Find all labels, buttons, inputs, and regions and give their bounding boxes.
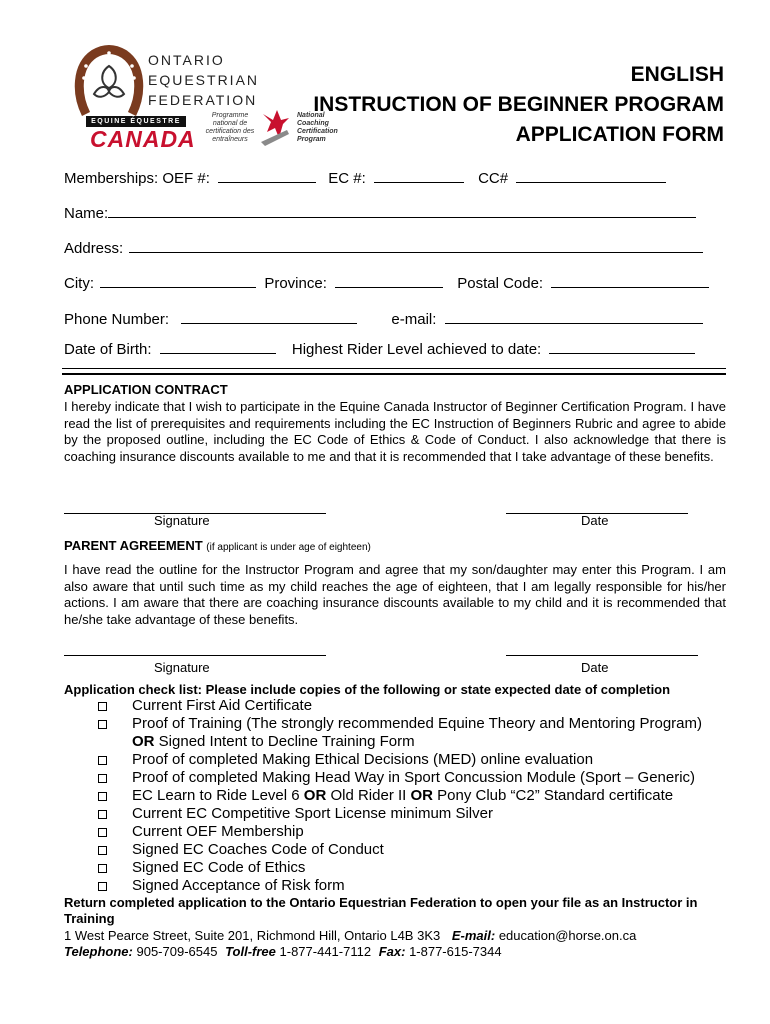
checklist xyxy=(98,697,702,895)
contract-body: I hereby indicate that I wish to participate in the Equine Canada Instructor of Beginner Certification Program. I have read the list of prerequisites and requirements including the EC Instruction of Beginners Rubric and agree to abide by the proposed outline, including the EC Code of Ethics & Code of Conduct. I also acknowledge that there is coaching insurance discounts available to me and that it is recommended that I take advantage of these benefits. xyxy=(64,399,726,464)
contact-email[interactable]: education@horse.on.ca xyxy=(498,928,637,943)
oef-number-field[interactable] xyxy=(218,168,316,183)
city-field[interactable] xyxy=(100,273,256,288)
checkbox[interactable] xyxy=(98,846,107,855)
dob-label: Date of Birth: xyxy=(64,341,152,358)
email-label-bold: E-mail: xyxy=(451,928,496,943)
city-label: City: xyxy=(64,275,94,292)
nccp-line: Programme xyxy=(211,112,249,119)
city-row xyxy=(64,273,709,292)
contact-phone-row xyxy=(64,944,730,959)
checklist-item xyxy=(98,787,702,805)
contact-address-row xyxy=(64,928,730,943)
fax-label: Fax: xyxy=(378,944,406,959)
checkbox[interactable] xyxy=(98,864,107,873)
parent-heading-row xyxy=(64,538,371,553)
checkbox[interactable] xyxy=(98,702,107,711)
checklist-item-text: Pony Club “C2” Standard certificate xyxy=(437,787,674,804)
address-field[interactable] xyxy=(129,238,703,253)
nccp-line: entraîneurs xyxy=(212,136,248,143)
or-word: OR xyxy=(303,787,327,804)
rider-level-field[interactable] xyxy=(549,339,695,354)
postal-code-field[interactable] xyxy=(551,273,709,288)
rider-level-label: Highest Rider Level achieved to date: xyxy=(291,341,542,358)
return-instructions: Return completed application to the Ontario Equestrian Federation to open your file as an Instructor in Training xyxy=(64,895,698,926)
office-address: 1 West Pearce Street, Suite 201, Richmond Hill, Ontario L4B 3K3 xyxy=(64,928,441,943)
ec-number-field[interactable] xyxy=(374,168,464,183)
checklist-item-text: Proof of completed Making Head Way in Sport Concussion Module (Sport – Generic) xyxy=(132,769,696,786)
nccp-line: Coaching xyxy=(297,120,329,127)
parent-signature-line[interactable] xyxy=(64,655,326,656)
title-line-3: APPLICATION FORM xyxy=(515,123,724,146)
checkbox[interactable] xyxy=(98,720,107,729)
phone-field[interactable] xyxy=(181,309,357,324)
checklist-item-text: Current OEF Membership xyxy=(132,823,304,840)
name-label: Name: xyxy=(64,205,109,222)
checkbox[interactable] xyxy=(98,756,107,765)
checklist-item-text: Proof of Training (The strongly recommended Equine Theory and Mentoring Program) xyxy=(132,715,703,732)
tollfree-label: Toll-free xyxy=(225,944,276,959)
name-field[interactable] xyxy=(108,203,696,218)
checklist-item xyxy=(98,841,702,859)
checklist-item-text: Signed EC Coaches Code of Conduct xyxy=(132,841,384,858)
cc-label: CC# xyxy=(478,170,509,187)
or-word: OR xyxy=(132,733,155,750)
telephone-label: Telephone: xyxy=(64,944,133,959)
parent-note: (if applicant is under age of eighteen) xyxy=(206,542,371,553)
checkbox[interactable] xyxy=(98,828,107,837)
checklist-item xyxy=(98,697,702,715)
contract-date-label: Date xyxy=(581,513,609,528)
or-word: OR xyxy=(410,787,433,804)
province-field[interactable] xyxy=(335,273,443,288)
title-line-1: ENGLISH xyxy=(630,63,724,86)
parent-date-label: Date xyxy=(581,660,609,675)
checklist-item xyxy=(98,859,702,877)
cc-number-field[interactable] xyxy=(516,168,666,183)
checklist-item-text: Signed Intent to Decline Training Form xyxy=(158,733,415,750)
oef-horseshoe-logo-icon xyxy=(74,44,144,118)
section-divider xyxy=(62,368,726,375)
nccp-french-text xyxy=(199,112,261,144)
checklist-item xyxy=(98,769,702,787)
checklist-item xyxy=(98,823,702,841)
equine-canada-band: EQUINE ÉQUESTRE xyxy=(86,116,186,127)
checkbox[interactable] xyxy=(98,792,107,801)
nccp-line: Program xyxy=(297,136,326,143)
oef-label: Memberships: OEF #: xyxy=(64,170,210,187)
nccp-line: certification des xyxy=(205,128,255,135)
checklist-item-continuation xyxy=(98,733,702,751)
checklist-item xyxy=(98,715,702,733)
checkbox[interactable] xyxy=(98,810,107,819)
org-line: FEDERATION xyxy=(148,92,258,108)
org-line: ONTARIO xyxy=(148,52,225,68)
email-field[interactable] xyxy=(445,309,703,324)
checklist-item xyxy=(98,805,702,823)
email-label: e-mail: xyxy=(391,311,437,328)
title-line-2: INSTRUCTION OF BEGINNER PROGRAM xyxy=(313,93,724,116)
checklist-item-text: EC Learn to Ride Level 6 xyxy=(132,787,300,804)
postal-code-label: Postal Code: xyxy=(457,275,544,292)
contract-heading: APPLICATION CONTRACT xyxy=(64,382,228,397)
address-row xyxy=(64,238,703,257)
province-label: Province: xyxy=(264,275,327,292)
contract-signature-label: Signature xyxy=(154,513,210,528)
parent-body: I have read the outline for the Instructor Program and agree that my son/daughter may enter this Program. I am also aware that until such time as my child reaches the age of eighteen, that I am legally responsible for his/her actions. I am aware that there are coaching insurance discounts available to my child and it is recommended that he/she take advantage of these benefits. xyxy=(64,562,726,627)
nccp-maple-leaf-icon xyxy=(257,108,293,148)
tollfree-number: 1-877-441-7112 xyxy=(279,944,372,959)
checklist-item-text: Signed Acceptance of Risk form xyxy=(132,877,345,894)
checkbox[interactable] xyxy=(98,882,107,891)
nccp-line: National xyxy=(297,112,325,119)
nccp-line: Certification xyxy=(297,128,338,135)
nccp-line: national de xyxy=(212,120,248,127)
parent-signature-label: Signature xyxy=(154,660,210,675)
parent-heading: PARENT AGREEMENT xyxy=(64,538,203,553)
oef-org-name xyxy=(148,50,259,110)
telephone-number: 905-709-6545 xyxy=(136,944,218,959)
dob-row xyxy=(64,339,695,358)
checklist-item-text: Signed EC Code of Ethics xyxy=(132,859,306,876)
checklist-item-text: Current EC Competitive Sport License minimum Silver xyxy=(132,805,493,822)
phone-row xyxy=(64,309,703,328)
checklist-item xyxy=(98,877,702,895)
org-line: EQUESTRIAN xyxy=(148,72,260,88)
fax-number: 1-877-615-7344 xyxy=(409,944,502,959)
checkbox[interactable] xyxy=(98,774,107,783)
checklist-item xyxy=(98,751,702,769)
canada-wordmark: CANADA xyxy=(90,126,196,152)
memberships-row xyxy=(64,168,666,187)
address-label: Address: xyxy=(64,240,124,257)
parent-date-line[interactable] xyxy=(506,655,698,656)
dob-field[interactable] xyxy=(160,339,276,354)
name-row xyxy=(64,203,696,222)
checklist-item-text: Proof of completed Making Ethical Decisions (MED) online evaluation xyxy=(132,751,594,768)
checklist-item-text: Old Rider II xyxy=(330,787,407,804)
ec-label: EC #: xyxy=(328,170,366,187)
checklist-heading: Application check list: Please include copies of the following or state expected date of completion xyxy=(64,682,671,697)
phone-label: Phone Number: xyxy=(64,311,170,328)
form-title xyxy=(313,60,724,150)
checklist-item-text: Current First Aid Certificate xyxy=(132,697,313,714)
